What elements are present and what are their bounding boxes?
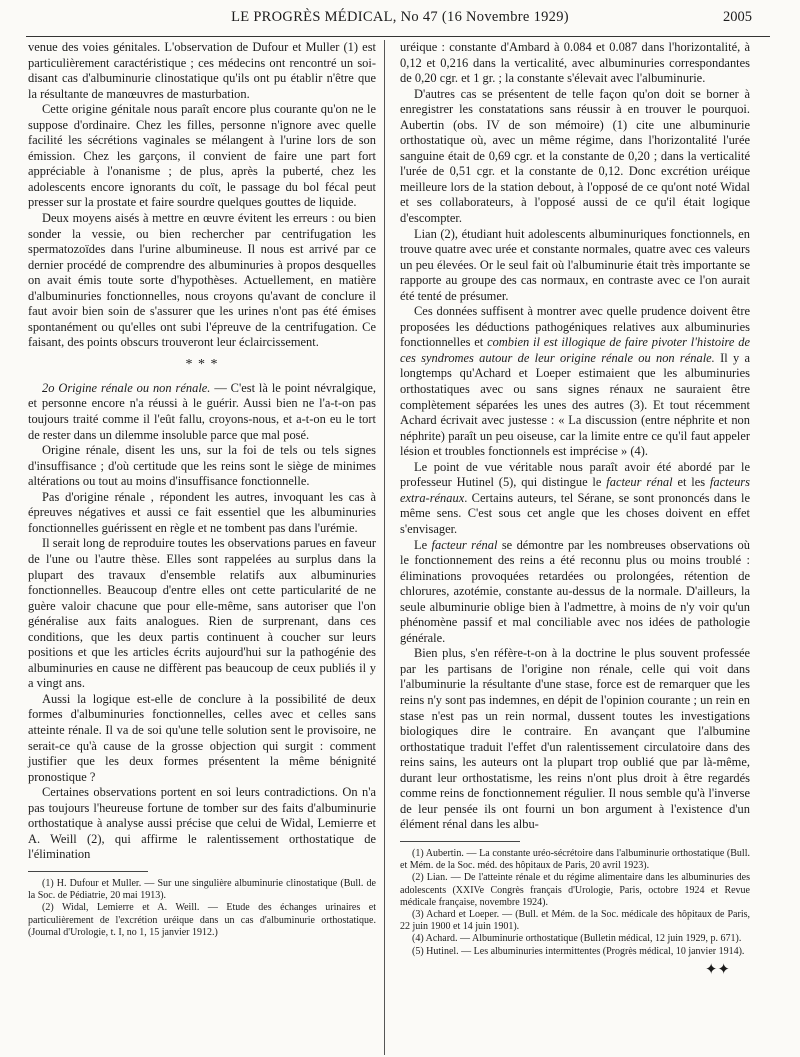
column-divider: [384, 40, 385, 1055]
paragraph: Pas d'origine rénale , répondent les autres, invoquant les cas à épreuves négatives et aussi ce fait essentiel que les albuminuries fonctionnelles guérissent en règle et ne tombent pas dans l'urémie.: [28, 489, 376, 535]
paragraph: Bien plus, s'en réfère-t-on à la doctrine le plus souvent professée par les partisans de l'origine non rénale, celle qui voit dans l'albuminurie la résultante d'une stase, force est de remarquer que les reins n'y sont pas indemnes, en dépit de l'opinion courante ; un rein en stase n'est pas un rein normal, dussent toutes les investigations biologiques dire le contraire. En avançant que l'albumine orthostatique traduit l'effet d'un ralentissement circulatoire dans des reins sains, les auteurs ont la plupart trop oublié que par là-même, durant leur orthostatisme, les reins n'ont plus droit à être regardés comme reins de fonctionnement régulier. Il nous semble qu'à l'inverse de leur pensée ils ont fourni un bon argument à l'existence d'un élément rénal dans les albu-: [400, 646, 750, 832]
paragraph-text: se démontre par les nombreuses observations où le fonctionnement des reins a été reconnu plus ou moins troublé : éliminations provoquées retardées ou prolongées, rétention de chlorures, azotémie, constante au-dessus de la normale. D'ailleurs, la seule albuminurie oblige bien à l'admettre, à moins de n'y voir qu'un phénomène passif et mal conciliable avec nos idées de pathologie générale.: [400, 537, 750, 645]
paragraph-text: et les: [672, 475, 710, 490]
paragraph-text: — C'est là le point névralgique, et personne encore n'a réussi à le guérir. Aussi bien ne l'a-t-on pas toujours traité comme il l'eût fallu, croyons-nous, et a-t-on eu le tort de rester dans un dilemme insoluble parce que mal posé.: [28, 380, 376, 442]
section-separator-stars: * * *: [185, 356, 219, 372]
paragraph: Origine rénale, disent les uns, sur la foi de tels ou tels signes d'insuffisance ; d'où certitude que les reins sont le siège de minimes altérations ou tout au moins d'insuffisance fonctionnelle.: [28, 443, 376, 489]
section-heading: 2o Origine rénale ou non rénale.: [42, 380, 211, 395]
journal-title: LE PROGRÈS MÉDICAL, No 47 (16 Novembre 1929): [231, 9, 569, 25]
paragraph: uréique : constante d'Ambard à 0.084 et 0.087 dans l'horizontalité, à 0,12 et 0,216 dans la verticalité, avec albuminuries correspondantes de 0,20 cgr. et 1 gr. ; la constante s'élevait avec l'albuminurie.: [400, 40, 750, 86]
paragraph-text: . Certains auteurs, tel Sérane, se sont prononcés dans le même sens. C'est sous cet angle que les choses doivent en effet s'envisager.: [400, 490, 750, 536]
emphasis-text: facteurs extra-rénaux: [400, 475, 750, 505]
section-paragraph: [28, 381, 376, 443]
running-header: [0, 0, 800, 40]
footnote: (1) Aubertin. — La constante uréo-sécrétoire dans l'albuminurie orthostatique (Bull. et Mém. de la Soc. méd. des hôpitaux de Paris, 20 avril 1923).: [400, 847, 750, 872]
footnotes: [28, 878, 376, 939]
footnote: (2) Widal, Lemierre et A. Weill. — Etude des échanges urinaires et particulièrement de l'excrétion uréique dans un cas d'albuminurie orthostatique. (Journal d'Urologie, t. I, no 1, 15 janvier 1912.): [28, 902, 376, 938]
header-rule: [26, 36, 770, 37]
paragraph: Lian (2), étudiant huit adolescents albuminuriques fonctionnels, en trouve quatre avec urée et constante normales, quatre avec ces valeurs un peu élevées. Or le seul fait où l'albuminurie était très importante se rapporte au groupe des cas normaux, en contraste avec ce l'on aurait été tenté de présumer.: [400, 226, 750, 303]
paragraph: D'autres cas se présentent de telle façon qu'on doit se borner à enregistrer les constatations sans réussir à en trouver le pourquoi. Aubertin (obs. IV de son mémoire) (1) cite une albuminurie orthostatique où, avec un même régime, dans l'horizontalité l'urée sanguine était de 0,69 cgr. et la constante de 0,20 ; dans la verticalité l'urée de 0,51 cgr. et la constante de 0,12. Donc excrétion uréique meilleure lors de la station debout, à l'opposé de ce qu'ont noté Widal et ses collaborateurs, à l'opposé aussi de ce qu'il était logique d'escompter.: [400, 86, 750, 226]
left-column: [28, 40, 376, 939]
page-number: 2005: [723, 9, 752, 25]
paragraph: Aussi la logique est-elle de conclure à la possibilité de deux formes d'albuminuries fonctionnelles, celles avec et celles sans atteinte rénale. Il va de soi qu'une telle solution sent le provisoire, ne serait-ce qu'à cause de la grosse objection qui surgit : comment justifier que les deux formes présentent la même bénignité pronostique ?: [28, 691, 376, 784]
paragraph: Cette origine génitale nous paraît encore plus courante qu'on ne le suppose d'ordinaire. Chez les filles, personne n'ignore avec quelle facilité les sécrétions vaginales se mélangent à l'urine lors de son émission. Chez les garçons, il convient de faire une part fort appréciable à l'onanisme ; de plus, après la puberté, chez les adolescents encore ignorants du coït, le passage du bol fécal peut presser sur la prostate et faire sourdre quelques gouttes de liquide.: [28, 102, 376, 210]
emphasis-text: facteur rénal: [606, 475, 673, 490]
paragraph: [400, 538, 750, 647]
paragraph-text: Le: [414, 537, 432, 552]
footnote-rule: [28, 871, 148, 872]
paragraph: Certaines observations portent en soi leurs contradictions. On n'a pas toujours l'heureuse fortune de tomber sur des faits d'albuminurie orthostatique à analyse aussi précise que celui de Widal, Lemierre et A. Weill (2), qui affirme le ralentissement orthostatique de l'élimination: [28, 785, 376, 862]
footnote: (2) Lian. — De l'atteinte rénale et du régime alimentaire dans les albuminuries des adolescents (XXIVe Congrès français d'Urologie, Paris, octobre 1924 et Revue médicale française, novembre 1924).: [400, 872, 750, 908]
emphasis-text: facteur rénal: [431, 537, 498, 552]
emphasis-text: combien il est illogique de faire pivoter l'histoire de ces syndromes autour de leur origine rénale ou non rénale.: [400, 335, 750, 365]
paragraph: Il serait long de reproduire toutes les observations parues en faveur de l'une ou l'autre thèse. Elles sont rappelées au surplus dans la plupart des travaux d'ensemble relatifs aux albuminuries fonctionnelles. Beaucoup d'entre elles ont cette particularité de ne guère valoir chacune que pour elle-même, sans autoriser que l'on généralise aux faits analogues. Rien de surprenant, dans ces conditions, que les deux partis continuent à coucher sur leurs positions et que les articles écrits aujourd'hui sur la pathogénie des albuminuries en cause ne diffèrent pas beaucoup de ceux publiés il y a vingt ans.: [28, 536, 376, 691]
paragraph: [400, 304, 750, 459]
paragraph-text: Il y a longtemps qu'Achard et Loeper estimaient que les albuminuries orthostatiques avec ou sans signes rénaux ne sauraient être complètement séparées les unes des autres (3). Et tout récemment Achard écrivait avec justesse : « La discussion (entre néphrite et non néphrite) paraît un peu oiseuse, car la limite entre ce qu'il faut appeler lésion et troubles fonctionnels est imprécise » (4).: [400, 350, 750, 459]
paragraph: venue des voies génitales. L'observation de Dufour et Muller (1) est particulièrement caractéristique ; ces médecins ont rencontré un soi-disant cas d'albuminurie clinostatique qu'ils ont pu établir n'être que la résultante de manœuvres de masturbation.: [28, 40, 376, 101]
paragraph-text: Ces données suffisent à montrer avec quelle prudence doivent être proposées les déductions pathogéniques relatives aux albuminuries fonctionnelles et: [400, 304, 750, 350]
right-column: [400, 40, 750, 978]
paragraph: Deux moyens aisés à mettre en œuvre évitent les erreurs : ou bien sonder la vessie, ou bien rechercher par centrifugation les spermatozoïdes dans l'urine albumineuse. Il nous est arrivé par ce dernier procédé de comprendre des albuminuries à propos desquelles on avait émis toute sorte d'hypothèses. Actuellement, en matière d'albuminuries fonctionnelles, nous croyons qu'avant de conclure il faut avoir bien soin de s'assurer que les urines n'ont pas été émises spontanément ou qu'elles ont subi l'épreuve de la centrifugation. Ce faisant, des points obscurs trouveront leur éclaircissement.: [28, 211, 376, 350]
footnote: (1) H. Dufour et Muller. — Sur une singulière albuminurie clinostatique (Bull. de la Soc. de Pédiatrie, 20 mai 1913).: [28, 877, 376, 902]
end-ornament: ✦✦: [704, 961, 730, 978]
paragraph-text: Le point de vue véritable nous paraît avoir été abordé par le professeur Hutinel (5), qui distingue le: [400, 459, 750, 490]
footnotes: [400, 848, 750, 958]
footnote: (4) Achard. — Albuminurie orthostatique (Bulletin médical, 12 juin 1929, p. 671).: [412, 933, 742, 945]
footnote-rule: [400, 841, 520, 842]
footnote: (5) Hutinel. — Les albuminuries intermittentes (Progrès médical, 10 janvier 1914).: [412, 945, 745, 957]
paragraph: [400, 460, 750, 538]
footnote: (3) Achard et Loeper. — (Bull. et Mém. de la Soc. médicale des hôpitaux de Paris, 22 juin 1900 et 14 juin 1901).: [400, 908, 750, 933]
